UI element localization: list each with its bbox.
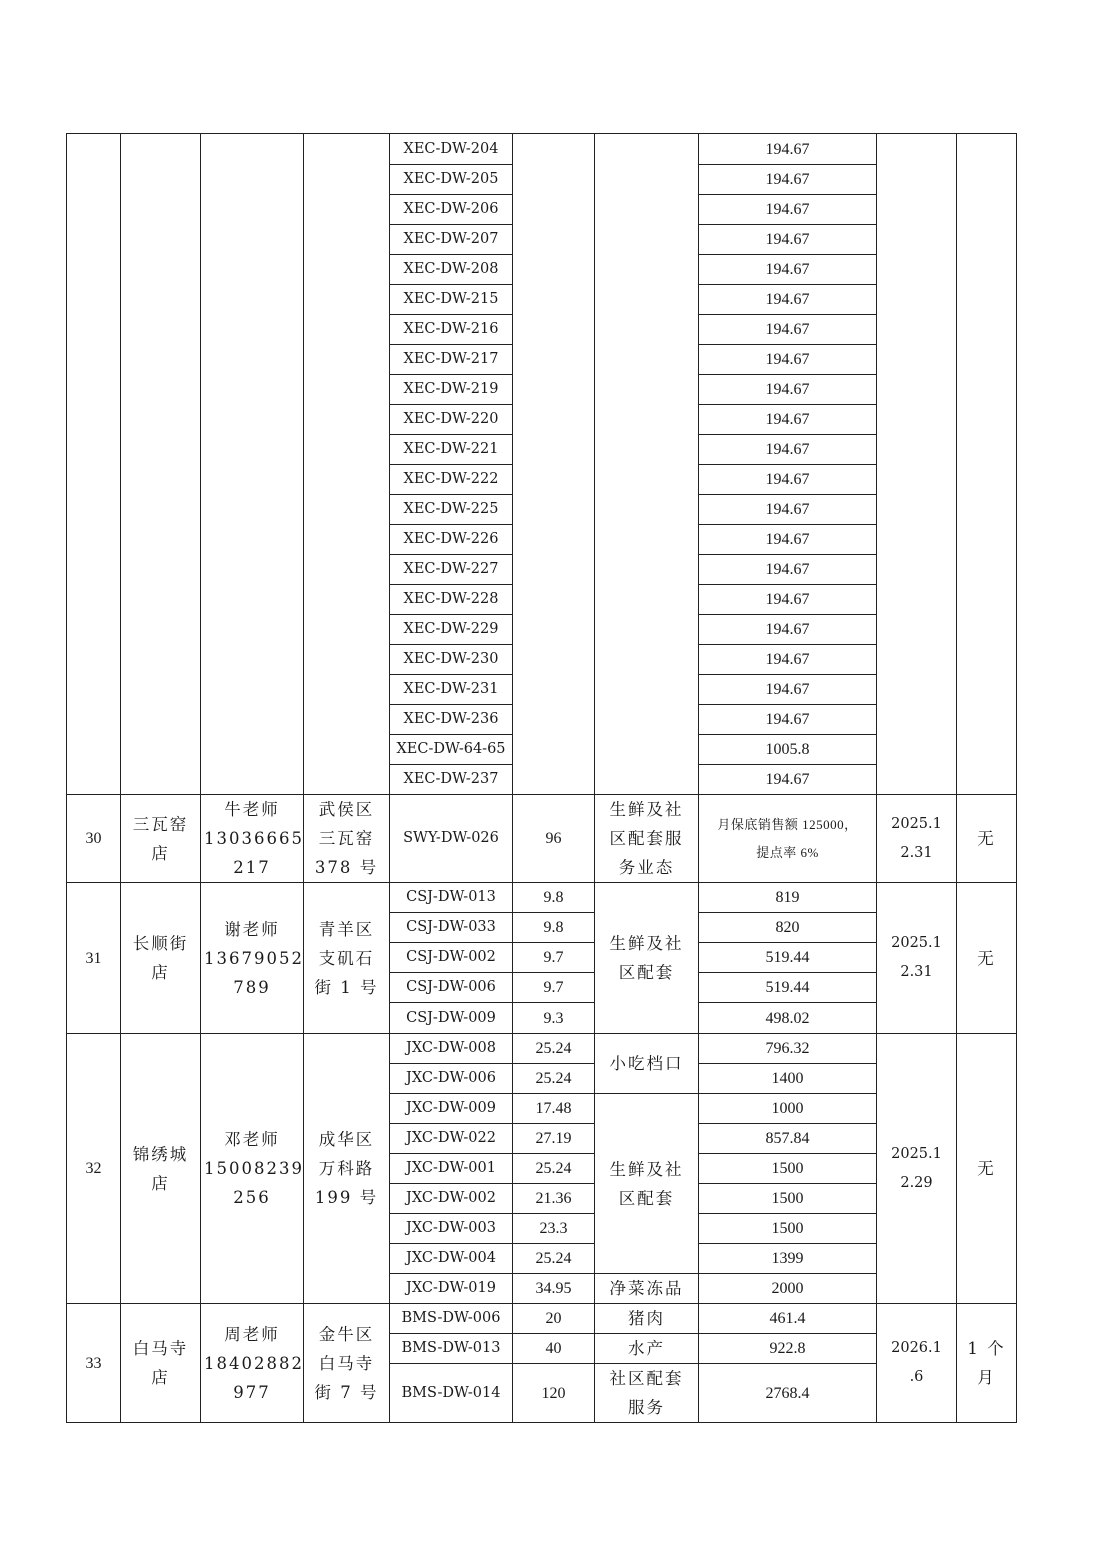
- price-cell: 519.44: [699, 973, 877, 1003]
- format-cell: [595, 1094, 699, 1274]
- unit-code-cell: XEC-DW-222: [390, 465, 513, 495]
- format-cell-line: 服务: [628, 1398, 665, 1417]
- address-cell-line: 白马寺: [318, 1353, 375, 1373]
- unit-code-cell: XEC-DW-221: [390, 435, 513, 465]
- format-cell-line: 猪肉: [628, 1309, 665, 1328]
- date-cell: [877, 795, 957, 883]
- period-cell: 无: [957, 1034, 1017, 1304]
- address-cell-line: 武侯区: [318, 800, 375, 819]
- period-cell: [957, 1304, 1017, 1423]
- price-cell: 194.67: [699, 435, 877, 465]
- unit-code-cell: XEC-DW-64-65: [390, 735, 513, 765]
- address-cell-line: 支矶石: [318, 948, 375, 968]
- price-cell: 194.67: [699, 255, 877, 285]
- unit-code-cell: XEC-DW-204: [390, 134, 513, 165]
- store-cell: [121, 883, 201, 1034]
- price-cell: 194.67: [699, 555, 877, 585]
- price-cell: 194.67: [699, 285, 877, 315]
- unit-code-cell: XEC-DW-230: [390, 645, 513, 675]
- price-cell: 194.67: [699, 615, 877, 645]
- unit-code-cell: CSJ-DW-006: [390, 973, 513, 1003]
- rental-table: [66, 133, 1017, 1423]
- contact-cell-line: 谢老师: [224, 919, 280, 939]
- format-cell: 小吃档口: [595, 1034, 699, 1094]
- area-cell: 25.24: [513, 1154, 595, 1184]
- period-cell: [957, 134, 1017, 795]
- price-cell: 194.67: [699, 465, 877, 495]
- price-cell: 1000: [699, 1094, 877, 1124]
- unit-code-cell: JXC-DW-009: [390, 1094, 513, 1124]
- unit-code-cell: BMS-DW-006: [390, 1304, 513, 1334]
- price-cell: 194.67: [699, 765, 877, 795]
- format-cell-line: 社区配套: [609, 1369, 684, 1388]
- area-cell: 20: [513, 1304, 595, 1334]
- address-cell: [304, 1304, 390, 1423]
- unit-code-cell: JXC-DW-008: [390, 1034, 513, 1064]
- unit-code-cell: XEC-DW-216: [390, 315, 513, 345]
- unit-code-cell: CSJ-DW-013: [390, 883, 513, 913]
- price-cell: 1005.8: [699, 735, 877, 765]
- unit-code-cell: XEC-DW-226: [390, 525, 513, 555]
- contact-cell: [201, 883, 304, 1034]
- period-cell-line: 1 个: [967, 1339, 1006, 1358]
- table-row: [67, 1034, 1017, 1064]
- unit-code-cell: XEC-DW-228: [390, 585, 513, 615]
- date-cell-line: 2025.1: [891, 935, 942, 951]
- store-cell: [121, 795, 201, 883]
- price-cell: 1500: [699, 1184, 877, 1214]
- price-cell: 194.67: [699, 525, 877, 555]
- contact-cell: [201, 1304, 304, 1423]
- price-cell: 194.67: [699, 345, 877, 375]
- store-cell: [121, 1304, 201, 1423]
- contact-cell-line: 13679052: [204, 948, 304, 968]
- unit-code-cell: BMS-DW-014: [390, 1364, 513, 1423]
- format-cell-line: 水产: [628, 1339, 665, 1358]
- format-cell: [595, 1364, 699, 1423]
- area-cell: 9.7: [513, 973, 595, 1003]
- unit-code-cell: XEC-DW-227: [390, 555, 513, 585]
- no-cell: 32: [67, 1034, 121, 1304]
- unit-code-cell: XEC-DW-231: [390, 675, 513, 705]
- format-cell: [595, 1334, 699, 1364]
- store-cell-line: 长顺街: [132, 934, 189, 953]
- price-cell: 857.84: [699, 1124, 877, 1154]
- price-cell: 820: [699, 913, 877, 943]
- date-cell: [877, 883, 957, 1034]
- format-cell-line: 生鲜及社: [609, 800, 684, 819]
- price-cell: 194.67: [699, 405, 877, 435]
- price-cell: 819: [699, 883, 877, 913]
- date-cell-line: 2.31: [900, 844, 933, 861]
- price-cell: 194.67: [699, 134, 877, 165]
- contact-cell: [201, 134, 304, 795]
- format-cell: [595, 134, 699, 795]
- format-cell-line: 区配套服: [609, 829, 684, 848]
- table-row: [67, 134, 1017, 165]
- price-cell: 796.32: [699, 1034, 877, 1064]
- store-cell: [121, 1034, 201, 1304]
- format-cell: 净菜冻品: [595, 1274, 699, 1304]
- area-cell: 9.3: [513, 1003, 595, 1034]
- no-cell: 30: [67, 795, 121, 883]
- unit-code-cell: XEC-DW-208: [390, 255, 513, 285]
- contact-cell-line: 15008239: [204, 1159, 304, 1178]
- contact-cell: [201, 795, 304, 883]
- unit-code-cell: XEC-DW-217: [390, 345, 513, 375]
- contact-cell: [201, 1034, 304, 1304]
- price-cell: 194.67: [699, 585, 877, 615]
- store-cell-line: 锦绣城: [132, 1144, 189, 1164]
- area-cell: [513, 134, 595, 795]
- area-cell: 9.7: [513, 943, 595, 973]
- address-cell-line: 青羊区: [318, 919, 375, 939]
- price-cell: 194.67: [699, 495, 877, 525]
- address-cell-line: 三瓦窑: [318, 829, 375, 848]
- format-cell-line: 区配套: [618, 963, 675, 982]
- address-cell-line: 街 1 号: [314, 977, 379, 997]
- price-cell: 1400: [699, 1064, 877, 1094]
- address-cell-line: 金牛区: [318, 1324, 375, 1344]
- period-cell-line: 月: [977, 1368, 996, 1387]
- area-cell: 120: [513, 1364, 595, 1423]
- unit-code-cell: XEC-DW-229: [390, 615, 513, 645]
- contact-cell-line: 邓老师: [224, 1130, 280, 1149]
- table-row: [67, 1304, 1017, 1334]
- unit-code-cell: JXC-DW-001: [390, 1154, 513, 1184]
- store-cell-line: 店: [151, 1368, 170, 1387]
- price-cell: 2768.4: [699, 1364, 877, 1423]
- area-cell: 25.24: [513, 1034, 595, 1064]
- price-cell: 194.67: [699, 195, 877, 225]
- price-cell: 461.4: [699, 1304, 877, 1334]
- address-cell: [304, 134, 390, 795]
- contact-cell-line: 18402882: [204, 1353, 304, 1373]
- address-cell-line: 万科路: [318, 1159, 375, 1178]
- area-cell: 25.24: [513, 1064, 595, 1094]
- unit-code-cell: CSJ-DW-002: [390, 943, 513, 973]
- contact-cell-line: 周老师: [224, 1324, 280, 1344]
- address-cell: [304, 1034, 390, 1304]
- address-cell: [304, 883, 390, 1034]
- store-cell-line: 店: [151, 843, 170, 863]
- price-cell: 1500: [699, 1214, 877, 1244]
- table-row: [67, 883, 1017, 913]
- area-cell: 27.19: [513, 1124, 595, 1154]
- date-cell-line: 2.31: [900, 964, 933, 980]
- unit-code-cell: SWY-DW-026: [390, 795, 513, 883]
- area-cell: 17.48: [513, 1094, 595, 1124]
- date-cell-line: 2026.1: [891, 1340, 942, 1356]
- price-cell: 519.44: [699, 943, 877, 973]
- price-cell: 1399: [699, 1244, 877, 1274]
- unit-code-cell: XEC-DW-215: [390, 285, 513, 315]
- unit-code-cell: JXC-DW-003: [390, 1214, 513, 1244]
- format-cell-line: 生鲜及社: [609, 934, 684, 953]
- area-cell: 40: [513, 1334, 595, 1364]
- store-cell-line: 白马寺: [132, 1339, 189, 1358]
- price-cell: 194.67: [699, 315, 877, 345]
- contact-cell-line: 牛老师: [224, 800, 280, 819]
- unit-code-cell: CSJ-DW-033: [390, 913, 513, 943]
- contact-cell-line: 256: [233, 1188, 271, 1207]
- area-cell: 21.36: [513, 1184, 595, 1214]
- table-body: [67, 134, 1017, 1423]
- format-cell-line: 生鲜及社: [609, 1159, 684, 1179]
- date-cell: [877, 1034, 957, 1304]
- unit-code-cell: XEC-DW-225: [390, 495, 513, 525]
- contact-cell-line: 977: [233, 1382, 271, 1402]
- unit-code-cell: XEC-DW-237: [390, 765, 513, 795]
- unit-code-cell: CSJ-DW-009: [390, 1003, 513, 1034]
- table-row: [67, 795, 1017, 883]
- date-cell: [877, 134, 957, 795]
- unit-code-cell: JXC-DW-022: [390, 1124, 513, 1154]
- contact-cell-line: 789: [233, 977, 271, 997]
- address-cell-line: 199 号: [314, 1188, 379, 1207]
- area-cell: 96: [513, 795, 595, 883]
- unit-code-cell: XEC-DW-207: [390, 225, 513, 255]
- unit-code-cell: XEC-DW-220: [390, 405, 513, 435]
- date-cell-line: .6: [909, 1369, 924, 1385]
- price-cell: 194.67: [699, 375, 877, 405]
- store-cell-line: 店: [151, 1173, 170, 1193]
- store-cell-line: 店: [151, 963, 170, 982]
- area-cell: 34.95: [513, 1274, 595, 1304]
- contact-cell-line: 13036665: [204, 829, 304, 848]
- price-cell: 194.67: [699, 225, 877, 255]
- price-cell: 922.8: [699, 1334, 877, 1364]
- contact-cell-line: 217: [233, 858, 271, 877]
- price-cell: [699, 795, 877, 883]
- price-cell-line: 月保底销售额 125000，: [717, 816, 858, 832]
- address-cell: [304, 795, 390, 883]
- store-cell: [121, 134, 201, 795]
- area-cell: 9.8: [513, 913, 595, 943]
- price-cell-line: 提点率 6%: [756, 844, 819, 860]
- price-cell: 2000: [699, 1274, 877, 1304]
- period-cell: 无: [957, 883, 1017, 1034]
- unit-code-cell: XEC-DW-219: [390, 375, 513, 405]
- price-cell: 498.02: [699, 1003, 877, 1034]
- format-cell: [595, 883, 699, 1034]
- format-cell-line: 区配套: [618, 1188, 675, 1208]
- period-cell: 无: [957, 795, 1017, 883]
- unit-code-cell: JXC-DW-019: [390, 1274, 513, 1304]
- address-cell-line: 街 7 号: [314, 1382, 379, 1402]
- area-cell: 23.3: [513, 1214, 595, 1244]
- date-cell-line: 2.29: [900, 1174, 933, 1191]
- format-cell: [595, 1304, 699, 1334]
- no-cell: 31: [67, 883, 121, 1034]
- date-cell: [877, 1304, 957, 1423]
- format-cell: [595, 795, 699, 883]
- unit-code-cell: XEC-DW-206: [390, 195, 513, 225]
- price-cell: 194.67: [699, 165, 877, 195]
- price-cell: 194.67: [699, 645, 877, 675]
- unit-code-cell: XEC-DW-236: [390, 705, 513, 735]
- unit-code-cell: JXC-DW-006: [390, 1064, 513, 1094]
- no-cell: [67, 134, 121, 795]
- format-cell-line: 务业态: [618, 858, 675, 877]
- area-cell: 9.8: [513, 883, 595, 913]
- price-cell: 194.67: [699, 705, 877, 735]
- address-cell-line: 成华区: [318, 1130, 375, 1149]
- area-cell: 25.24: [513, 1244, 595, 1274]
- no-cell: 33: [67, 1304, 121, 1423]
- unit-code-cell: JXC-DW-004: [390, 1244, 513, 1274]
- price-cell: 1500: [699, 1154, 877, 1184]
- unit-code-cell: XEC-DW-205: [390, 165, 513, 195]
- date-cell-line: 2025.1: [891, 815, 942, 832]
- unit-code-cell: JXC-DW-002: [390, 1184, 513, 1214]
- store-cell-line: 三瓦窑: [132, 814, 189, 834]
- unit-code-cell: BMS-DW-013: [390, 1334, 513, 1364]
- price-cell: 194.67: [699, 675, 877, 705]
- address-cell-line: 378 号: [314, 858, 379, 877]
- date-cell-line: 2025.1: [891, 1145, 942, 1162]
